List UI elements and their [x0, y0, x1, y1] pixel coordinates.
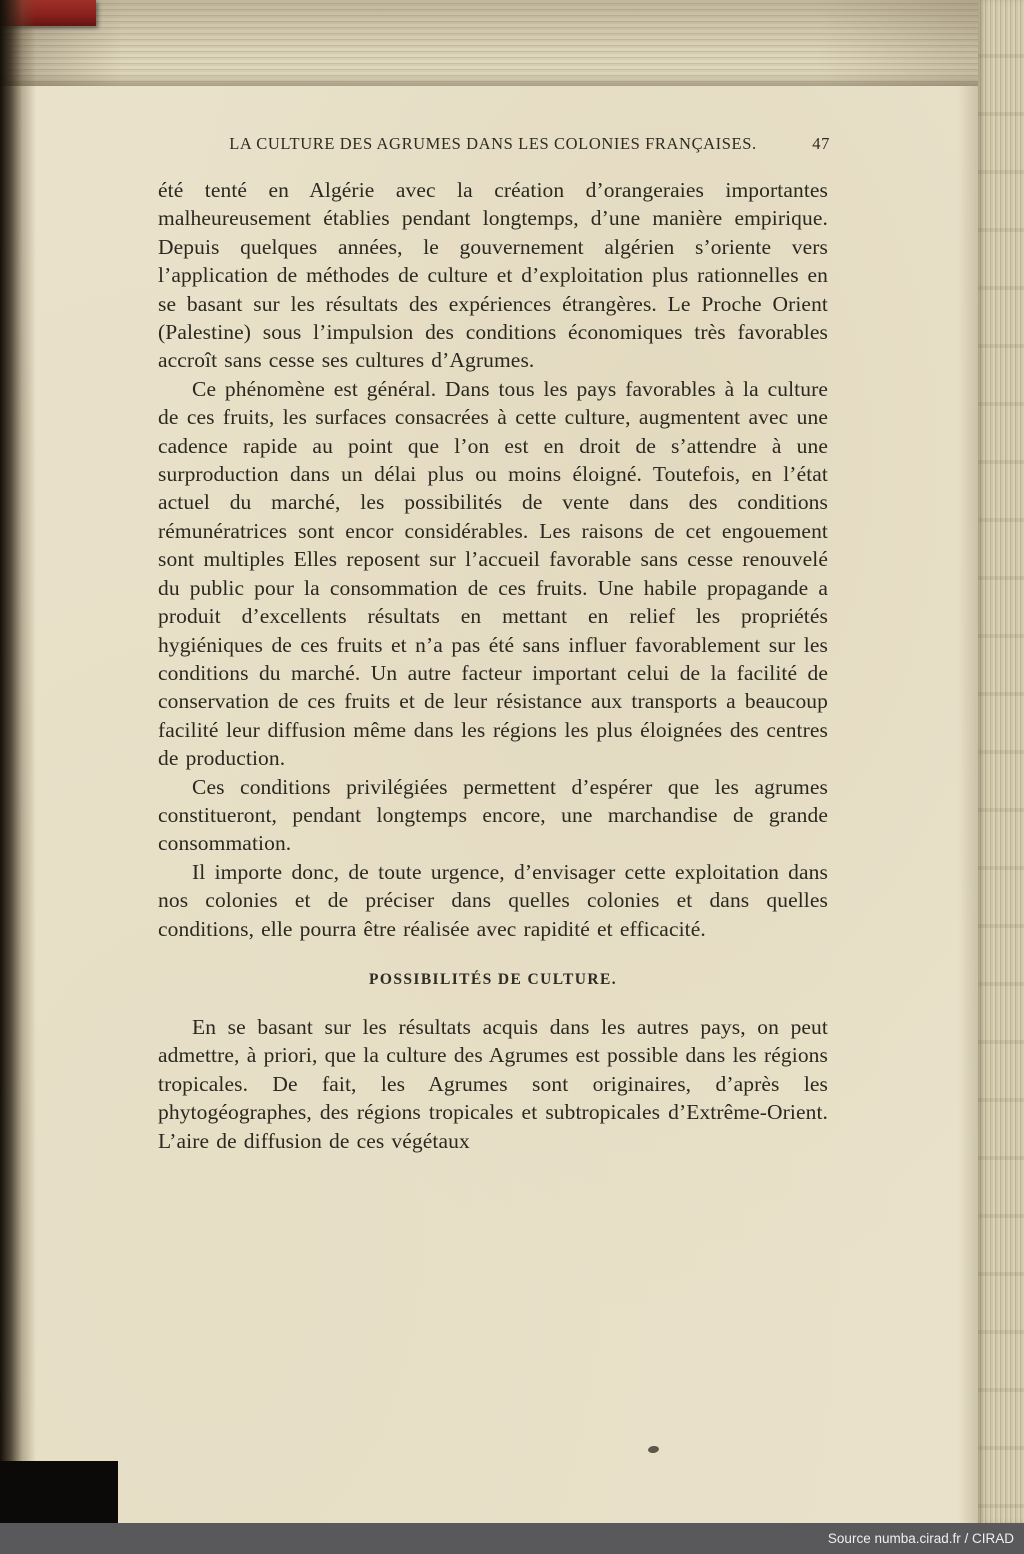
paragraph: En se basant sur les résultats acquis dans les autres pays, on peut admettre, à priori, que la culture des Agrumes est possible dans les régions tropicales. De fait, les Agrumes sont originaires, d’après les phytogéographes, des régions tropicales et subtropicales d’Extrême-Orient. L’aire de diffusion de ces végétaux	[158, 1014, 828, 1153]
printed-text-column	[158, 134, 828, 1155]
page-number: 47	[812, 134, 830, 153]
source-attribution-text: Source numba.cirad.fr / CIRAD	[827, 1531, 1014, 1546]
paragraph: Ces conditions privilégiées permettent d’espérer que les agrumes constitueront, pendant longtemps encore, une marchandise de grande consommation.	[158, 774, 828, 856]
paragraph: été tenté en Algérie avec la création d’orangeraies importantes malheureusement établies pendant longtemps, d’une manière empirique. Depuis quelques années, le gouvernement algérien s’oriente vers l’application de méthodes de culture et d’exploitation plus rationnelles en se basant sur les résultats des expériences étrangères. Le Proche Orient (Palestine) sous l’impulsion des conditions économiques très favorables accroît sans cesse ses cultures d’Agrumes.	[158, 178, 828, 373]
book-right-page-edges	[978, 0, 1024, 1523]
paragraph: Ce phénomène est général. Dans tous les pays favorables à la culture de ces fruits, les surfaces consacrées à cette culture, augmentent avec une cadence rapide au point que l’on est en droit de s’attendre à une surproduction dans un délai plus ou moins éloigné. Toutefois, en l’état actuel du marché, les possibilités de vente dans des conditions rémunératrices sont encor considérables. Les raisons de cet engouement sont multiples Elles reposent sur l’accueil favorable sans cesse renouvelé du public pour la consommation de ces fruits. Une habile propagande a produit d’excellents résultats en mettant en relief les propriétés hygiéniques de ces fruits et n’a pas été sans influer favorablement sur les conditions du marché. Un autre facteur important celui de la facilité de conservation de ces fruits et de leur résistance aux transports a beaucoup facilité leur diffusion même dans les régions les plus éloignées des centres de production.	[158, 376, 828, 771]
book-bottom-edge	[0, 1461, 118, 1523]
book-spine-shadow	[0, 0, 36, 1523]
printers-mark-dot	[648, 1445, 660, 1453]
page-curl-shadow	[958, 86, 978, 1523]
source-footer	[0, 1523, 1024, 1554]
running-header	[158, 134, 828, 154]
section-heading: POSSIBILITÉS DE CULTURE.	[369, 970, 617, 988]
header-title: LA CULTURE DES AGRUMES DANS LES COLONIES FRANÇAISES.	[229, 134, 757, 153]
paragraph: Il importe donc, de toute urgence, d’envisager cette exploitation dans nos colonies et de préciser dans quelles colonies et dans quelles conditions, elle pourra être réalisée avec rapidité et efficacité.	[158, 859, 828, 941]
book-top-page-edges	[0, 0, 1024, 86]
